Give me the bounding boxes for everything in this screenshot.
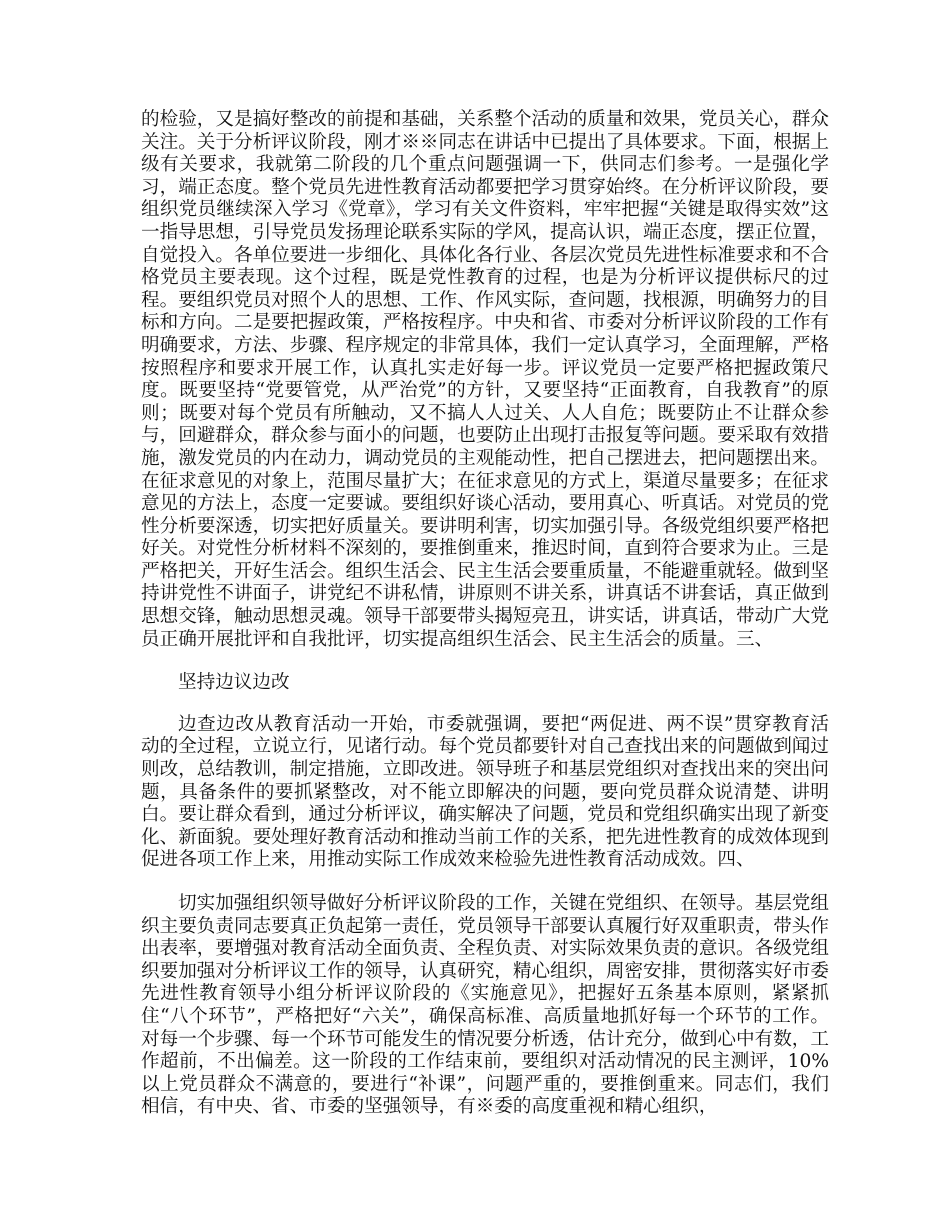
section-heading: 坚持边议边改 — [178, 672, 290, 694]
document-page — [141, 109, 829, 1119]
body-paragraph-1: 的检验，又是搞好整改的前提和基础，关系整个活动的质量和效果，党员关心，群众关注。关于分析评议阶段，刚才※※同志在讲话中已提出了具体要求。下面，根据上级有关要求，我就第二阶段的几个重点问题强调一下，供同志们参考。一是强化学习，端正态度。整个党员先进性教育活动都要把学习贯穿始终。在分析评议阶段，要组织党员继续深入学习《党章》，学习有关文件资料，牢牢把握“关键是取得实效”这一指导思想，引导党员发扬理论联系实际的学风，提高认识，端正态度，摆正位置，自觉投入。各单位要进一步细化、具体化各行业、各层次党员先进性标准要求和不合格党员主要表现。这个过程，既是党性教育的过程，也是为分析评议提供标尺的过程。要组织党员对照个人的思想、工作、作风实际，查问题，找根源，明确努力的目标和方向。二是要把握政策，严格按程序。中央和省、市委对分析评议阶段的工作有明确要求，方法、步骤、程序规定的非常具体，我们一定认真学习，全面理解，严格按照程序和要求开展工作，认真扎实走好每一步。评议党员一定要严格把握政策尺度。既要坚持“党要管党，从严治党”的方针，又要坚持“正面教育，自我教育”的原则；既要对每个党员有所触动，又不搞人人过关、人人自危；既要防止不让群众参与，回避群众，群众参与面小的问题，也要防止出现打击报复等问题。要采取有效措施，激发党员的内在动力，调动党员的主观能动性，把自己摆进去，把问题摆出来。在征求意见的对象上，范围尽量扩大；在征求意见的方式上，渠道尽量要多；在征求意见的方法上，态度一定要诚。要组织好谈心活动，要用真心、听真话。对党员的党性分析要深透，切实把好质量关。要讲明利害，切实加强引导。各级党组织要严格把好关。对党性分析材料不深刻的，要推倒重来，推迟时间，直到符合要求为止。三是严格把关，开好生活会。组织生活会、民主生活会要重质量，不能避重就轻。做到坚持讲党性不讲面子，讲党纪不讲私情，讲原则不讲关系，讲真话不讲套话，真正做到思想交锋，触动思想灵魂。领导干部要带头揭短亮丑，讲实话，讲真话，带动广大党员正确开展批评和自我批评，切实提高组织生活会、民主生活会的质量。三、 — [141, 109, 829, 650]
body-paragraph-3: 切实加强组织领导做好分析评议阶段的工作，关键在党组织、在领导。基层党组织主要负责同志要真正负起第一责任，党员领导干部要认真履行好双重职责，带头作出表率，要增强对教育活动全面负责、全程负责、对实际效果负责的意识。各级党组织要加强对分析评议工作的领导，认真研究，精心组织，周密安排，贯彻落实好市委先进性教育领导小组分析评议阶段的《实施意见》，把握好五条基本原则，紧紧抓住“八个环节”，严格把好“六关”，确保高标准、高质量地抓好每一个环节的工作。对每一个步骤、每一个环节可能发生的情况要分析透，估计充分，做到心中有数，工作超前，不出偏差。这一阶段的工作结束前，要组织对活动情况的民主测评，10%以上党员群众不满意的，要进行“补课”，问题严重的，要推倒重来。同志们，我们相信，有中央、省、市委的坚强领导，有※委的高度重视和精心组织， — [141, 893, 829, 1118]
paragraph-spacer — [141, 651, 829, 672]
body-paragraph-2: 边查边改从教育活动一开始，市委就强调，要把“两促进、两不误”贯穿教育活动的全过程，立说立行，见诸行动。每个党员都要针对自己查找出来的问题做到闻过则改，总结教训，制定措施，立即改进。领导班子和基层党组织对查找出来的突出问题，具备条件的要抓紧整改，对不能立即解决的问题，要向党员群众说清楚、讲明白。要让群众看到，通过分析评议，确实解决了问题，党员和党组织确实出现了新变化、新面貌。要处理好教育活动和推动当前工作的关系，把先进性教育的成效体现到促进各项工作上来，用推动实际工作成效来检验先进性教育活动成效。四、 — [141, 713, 829, 871]
paragraph-spacer — [141, 872, 829, 893]
paragraph-spacer — [141, 695, 829, 714]
